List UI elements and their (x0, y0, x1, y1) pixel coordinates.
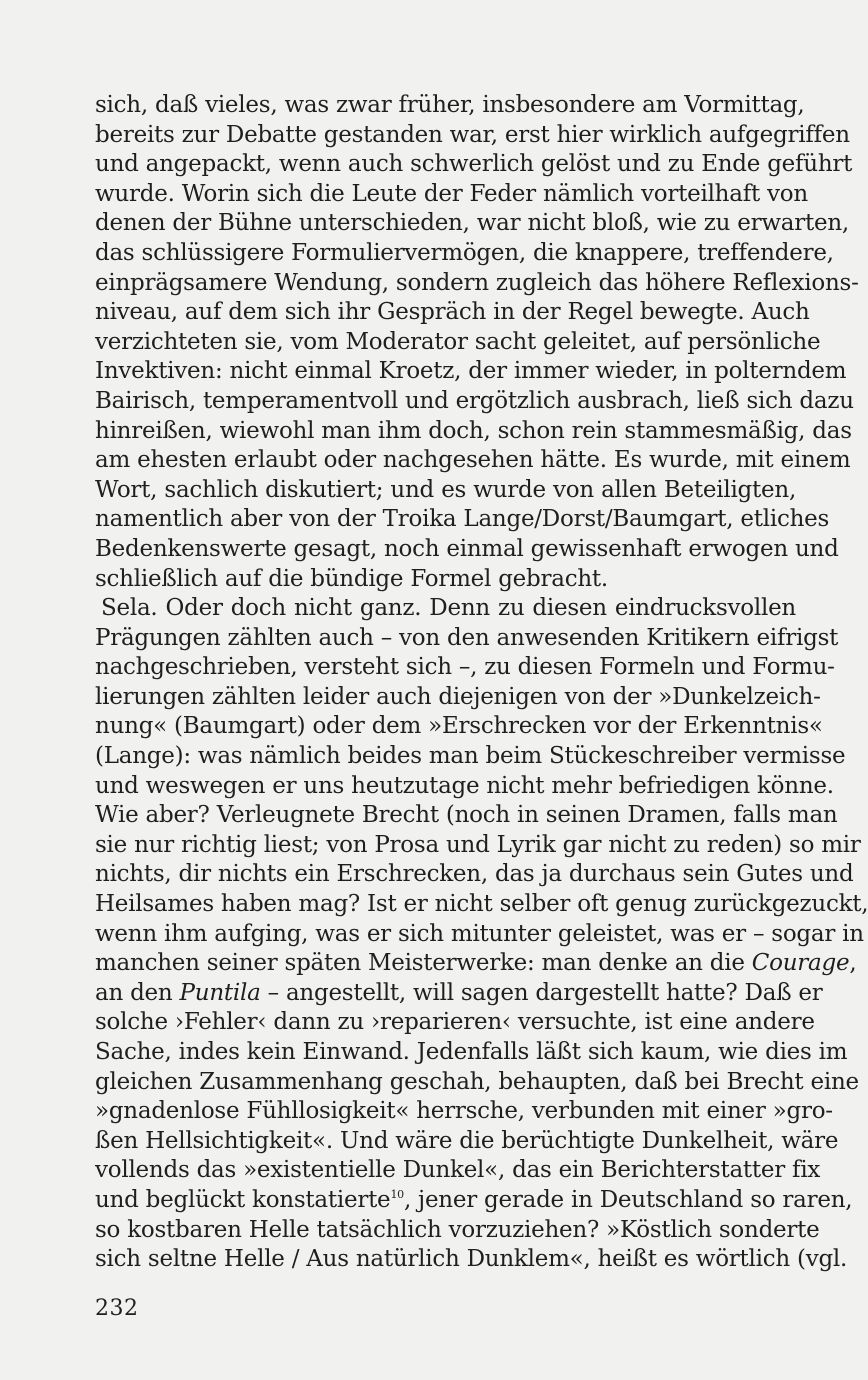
page-number: 232 (95, 1296, 139, 1321)
text-line: nichts, dir nichts ein Erschrecken, das ja durchaus sein Gutes und (95, 861, 854, 888)
text-line: Wie aber? Verleugnete Brecht (noch in seinen Dramen, falls man (95, 802, 838, 829)
text-line: bereits zur Debatte gestanden war, erst hier wirklich aufgegriffen (95, 121, 850, 148)
text-run: – angestellt, will sagen dargestellt hatte? Daß er (260, 979, 823, 1006)
text-line: Invektiven: nicht einmal Kroetz, der immer wieder, in polterndem (95, 358, 847, 385)
text-line: gleichen Zusammenhang geschah, behaupten, daß bei Brecht eine (95, 1068, 859, 1095)
text-line: vollends das »existentielle Dunkel«, das ein Berichterstatter fix (95, 1157, 821, 1184)
text-line: denen der Bühne unterschieden, war nicht bloß, wie zu erwarten, (95, 210, 849, 237)
text-line: sich seltne Helle / Aus natürlich Dunklem«, heißt es wörtlich (vgl. (95, 1246, 848, 1273)
text-line: Prägungen zählten auch – von den anwesenden Kritikern eifrigst (95, 624, 839, 651)
text-line-with-italic (95, 949, 857, 979)
paragraph-1 (95, 91, 859, 594)
text-line: Sela. Oder doch nicht ganz. Denn zu diesen eindrucksvollen (101, 595, 796, 622)
text-run: und beglückt konstatierte (95, 1186, 391, 1213)
text-line: so kostbaren Helle tatsächlich vorzuziehen? »Köstlich sonderte (95, 1216, 820, 1243)
text-line: verzichteten sie, vom Moderator sacht geleitet, auf persönliche (95, 328, 821, 355)
text-line: Bairisch, temperamentvoll und ergötzlich ausbrach, ließ sich dazu (95, 387, 854, 414)
italic-title-puntila: Puntila (179, 979, 261, 1006)
text-line: »gnadenlose Fühllosigkeit« herrsche, verbunden mit einer »gro- (95, 1098, 833, 1125)
text-line: das schlüssigere Formuliervermögen, die knappere, treffendere, (95, 239, 834, 266)
text-line: am ehesten erlaubt oder nachgesehen hätte. Es wurde, mit einem (95, 447, 851, 474)
italic-title-courage: Courage (751, 950, 850, 977)
text-line: ßen Hellsichtigkeit«. Und wäre die berüchtigte Dunkelheit, wäre (95, 1127, 839, 1154)
text-line: nachgeschrieben, versteht sich –, zu diesen Formeln und Formu- (95, 654, 835, 681)
text-line: und weswegen er uns heutzutage nicht mehr befriedigen könne. (95, 772, 834, 799)
text-line: namentlich aber von der Troika Lange/Dorst/Baumgart, etliches (95, 506, 830, 533)
body-text (95, 91, 868, 1275)
text-line: sie nur richtig liest; von Prosa und Lyrik gar nicht zu reden) so mir (95, 831, 861, 858)
text-line: schließlich auf die bündige Formel gebracht. (95, 565, 608, 592)
text-run: an den (95, 979, 180, 1006)
text-line: wurde. Worin sich die Leute der Feder nämlich vorteilhaft von (95, 180, 808, 207)
text-line: Sache, indes kein Einwand. Jedenfalls läßt sich kaum, wie dies im (95, 1039, 848, 1065)
text-line-with-footnote (95, 1186, 853, 1216)
text-run: , (849, 950, 857, 977)
text-line: einprägsamere Wendung, sondern zugleich das höhere Reflexions- (95, 269, 859, 296)
text-line: und angepackt, wenn auch schwerlich gelöst und zu Ende geführt (95, 151, 853, 178)
paragraph-2 (95, 594, 868, 1275)
text-line: lierungen zählten leider auch diejenigen von der »Dunkelzeich- (95, 683, 821, 710)
text-line: hinreißen, wiewohl man ihm doch, schon rein stammesmäßig, das (95, 417, 852, 444)
text-run: manchen seiner späten Meisterwerke: man denke an die (95, 950, 752, 977)
text-line: nung« (Baumgart) oder dem »Erschrecken vor der Erkenntnis« (95, 713, 823, 740)
text-line: solche ›Fehler‹ dann zu ›reparieren‹ versuchte, ist eine andere (95, 1009, 815, 1036)
text-line: Bedenkenswerte gesagt, noch einmal gewissenhaft erwogen und (95, 535, 839, 562)
text-line-with-italic (95, 979, 823, 1009)
text-line: wenn ihm aufging, was er sich mitunter geleistet, was er – sogar in (95, 920, 864, 947)
text-line: niveau, auf dem sich ihr Gespräch in der Regel bewegte. Auch (95, 299, 810, 326)
footnote-marker: 10 (390, 1187, 404, 1201)
text-line: (Lange): was nämlich beides man beim Stückeschreiber vermisse (95, 743, 846, 770)
text-line: Wort, sachlich diskutiert; und es wurde von allen Beteiligten, (95, 476, 796, 503)
text-line: sich, daß vieles, was zwar früher, insbesondere am Vormittag, (95, 92, 805, 118)
text-line: Heilsames haben mag? Ist er nicht selber oft genug zurückgezuckt, (95, 891, 868, 918)
text-run: , jener gerade in Deutschland so raren, (403, 1186, 853, 1213)
